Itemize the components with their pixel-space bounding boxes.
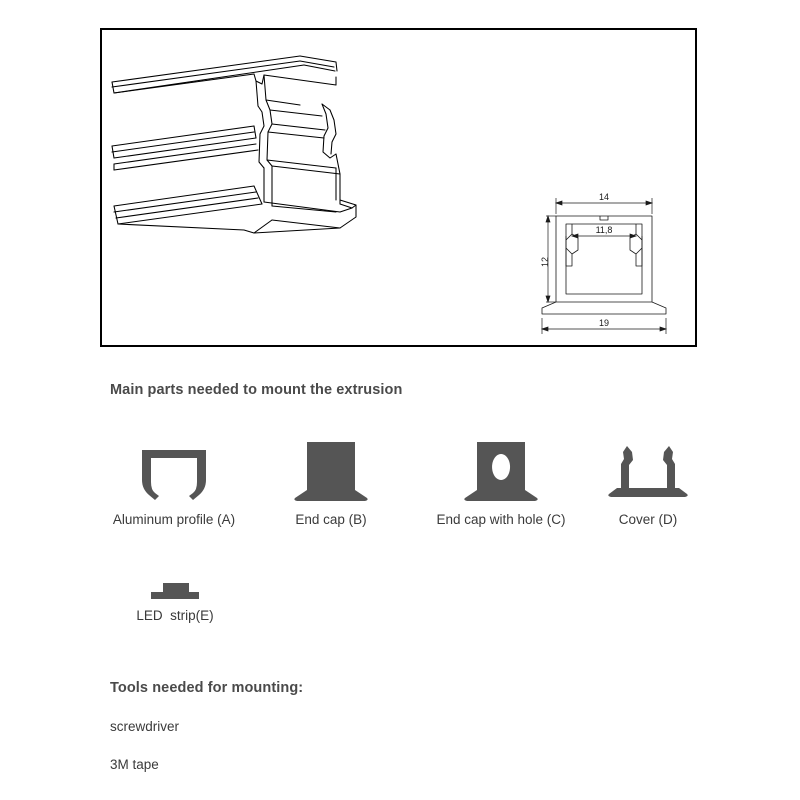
part-label: LED strip(E) (136, 608, 214, 623)
dimension-height: 12 (540, 256, 550, 268)
part-item-led-strip (110, 570, 240, 625)
aluminum-profile-icon (129, 448, 219, 504)
dimension-inner-width: 11,8 (595, 225, 613, 235)
dimension-top-width: 14 (598, 192, 610, 202)
cover-icon (605, 444, 691, 504)
part-item-aluminum-profile (108, 440, 240, 530)
part-label: End cap (B) (295, 512, 367, 527)
dimension-base-width: 19 (598, 318, 610, 328)
end-cap-icon (291, 440, 371, 504)
tool-item-3m-tape: 3M tape (110, 757, 159, 772)
tool-item-screwdriver: screwdriver (110, 719, 180, 734)
part-label: Cover (D) (618, 512, 678, 527)
part-item-end-cap-with-hole (428, 440, 574, 530)
product-drawing-frame (100, 28, 697, 347)
end-cap-with-hole-icon (461, 440, 541, 504)
part-item-cover (598, 440, 698, 530)
led-strip-icon (147, 581, 203, 603)
tools-section-heading: Tools needed for mounting: (110, 680, 304, 696)
cross-section-dimensioned-drawing (534, 190, 694, 340)
part-label: Aluminum profile (A) (112, 512, 236, 527)
parts-section-heading: Main parts needed to mount the extrusion (110, 382, 403, 398)
part-label: End cap with hole (C) (436, 512, 566, 527)
part-item-end-cap (272, 440, 390, 530)
isometric-extrusion-drawing (104, 34, 444, 324)
